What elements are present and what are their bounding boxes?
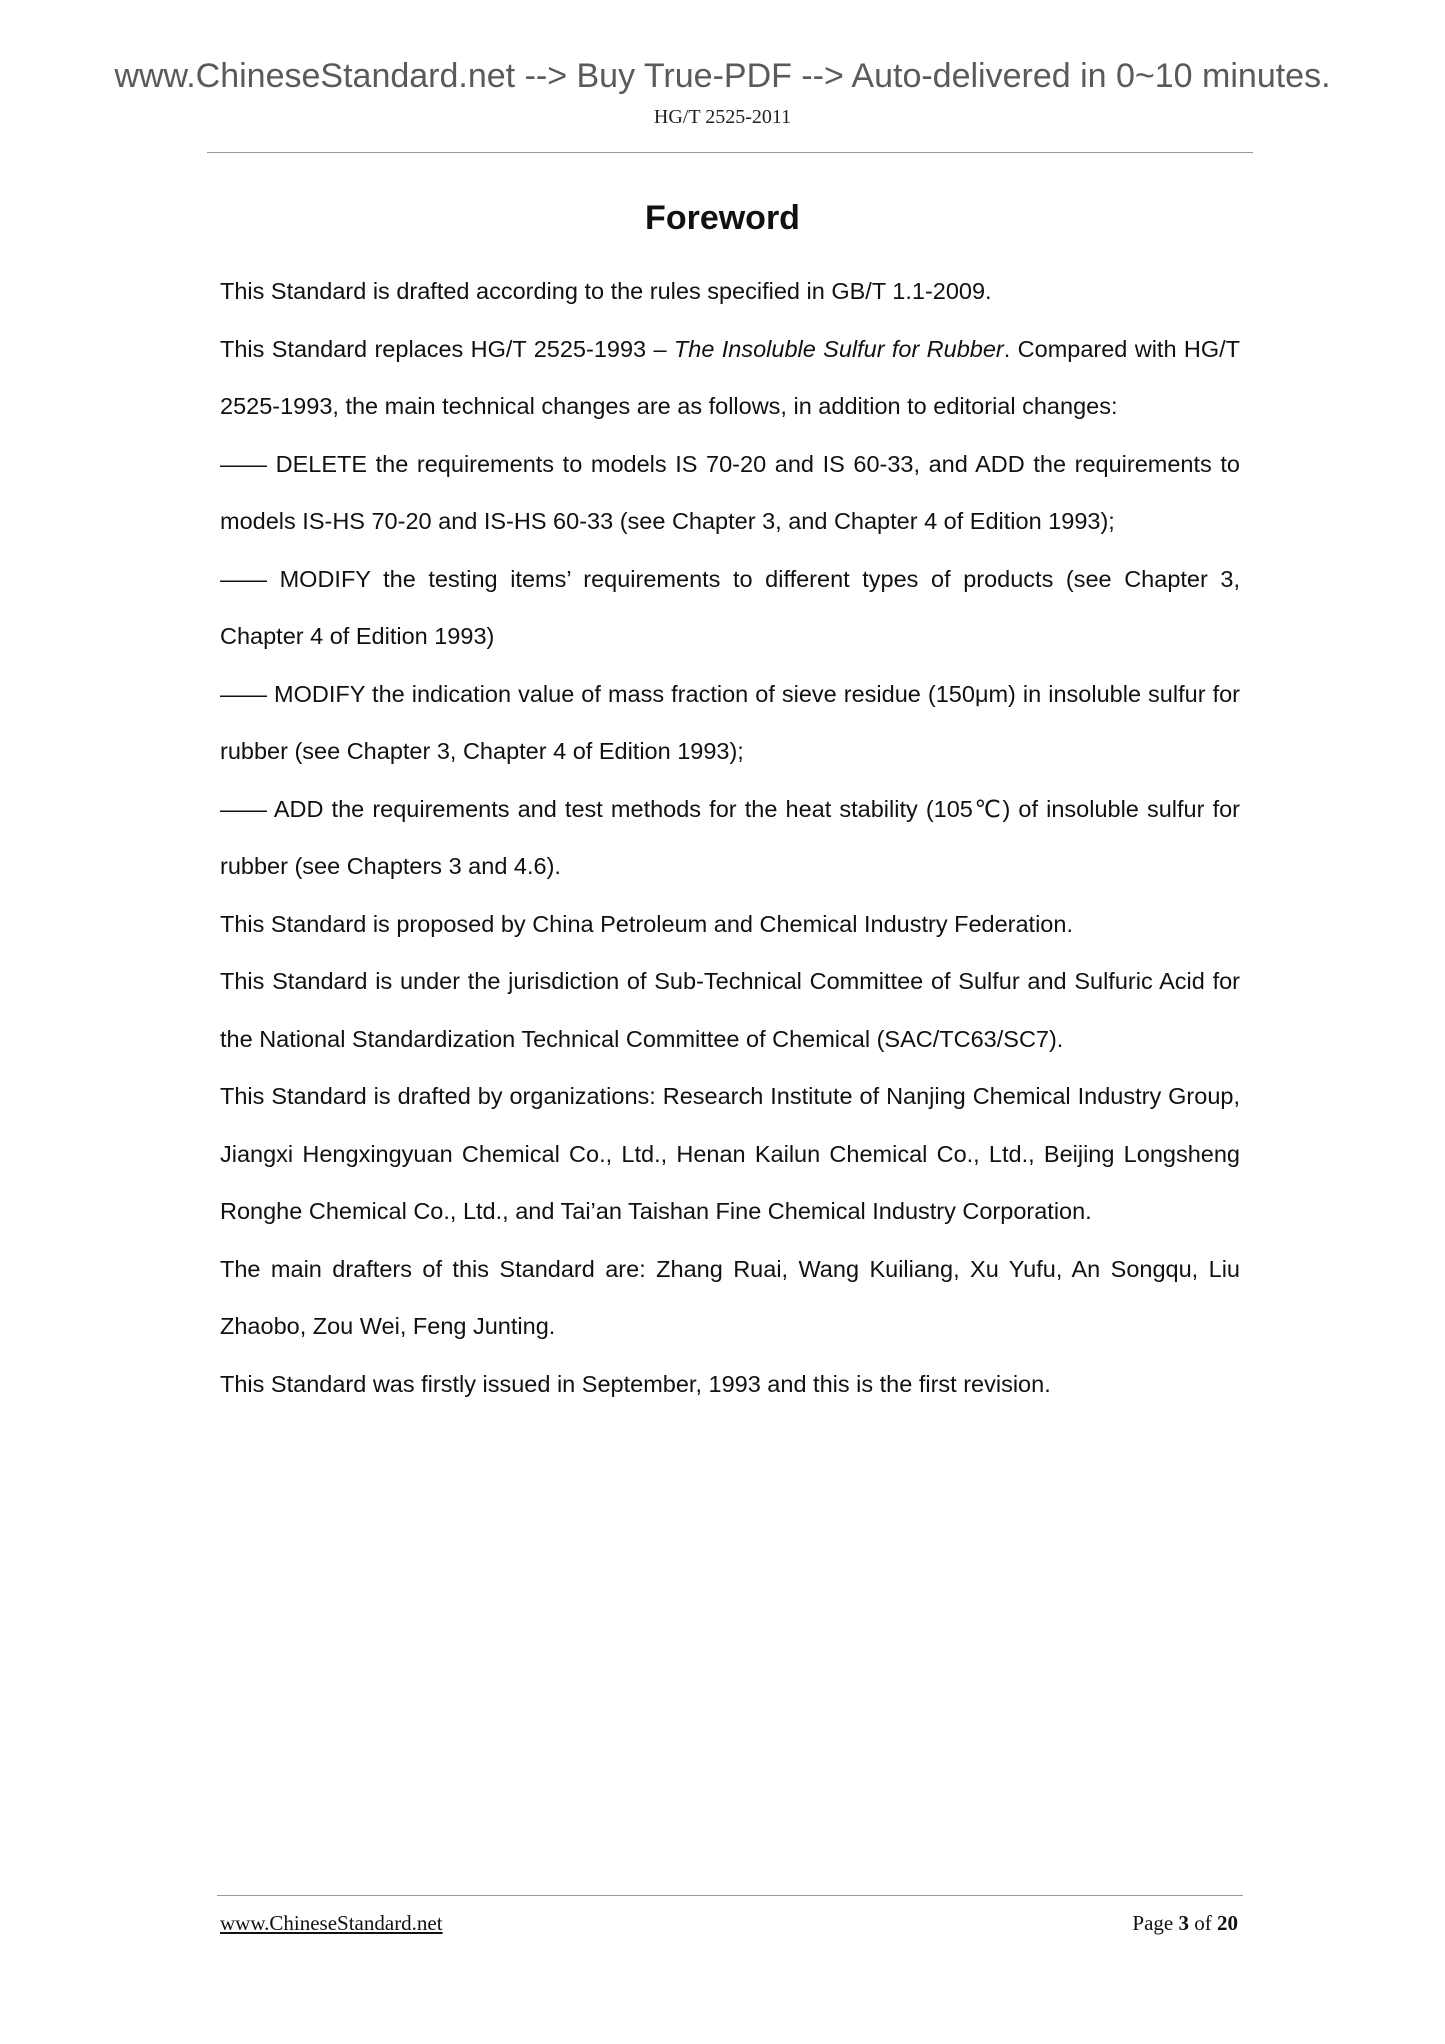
header-divider: [207, 152, 1253, 153]
paragraph-issued: This Standard was firstly issued in September, 1993 and this is the first revision.: [220, 1370, 1051, 1397]
change-item-add-heat: —— ADD the requirements and test methods for the heat stability (105℃) of insoluble sulfur for rubber (see Chapters 3 and 4.6).: [220, 795, 1240, 879]
change-item-delete: —— DELETE the requirements to models IS 70-20 and IS 60-33, and ADD the requirements to models IS-HS 70-20 and IS-HS 60-33 (see Chapter 3, and Chapter 4 of Edition 1993);: [220, 450, 1240, 534]
footer-divider: [217, 1895, 1243, 1896]
change-item-modify-sieve: —— MODIFY the indication value of mass fraction of sieve residue (150μm) in insoluble sulfur for rubber (see Chapter 3, Chapter 4 of Edition 1993);: [220, 680, 1240, 764]
replaced-standard-title: The Insoluble Sulfur for Rubber: [673, 335, 1004, 362]
page-title: Foreword: [645, 199, 800, 237]
page-number: [1132, 1910, 1238, 1936]
paragraph-drafters: The main drafters of this Standard are: Zhang Ruai, Wang Kuiliang, Xu Yufu, An Songqu, Liu Zhaobo, Zou Wei, Feng Junting.: [220, 1255, 1240, 1339]
document-code: HG/T 2525-2011: [653, 106, 792, 128]
foreword-body: [220, 263, 1240, 1413]
page-current: 3: [1178, 1911, 1189, 1935]
page-total: 20: [1217, 1911, 1238, 1935]
paragraph-organizations: This Standard is drafted by organizations: Research Institute of Nanjing Chemical Industry Group, Jiangxi Hengxingyuan Chemical Co., Ltd., Henan Kailun Chemical Co., Ltd., Beijing Longsheng Ronghe Chemical Co., Ltd., and Tai’an Taishan Fine Chemical Industry Corporation.: [220, 1083, 1240, 1224]
change-item-modify-testing: —— MODIFY the testing items’ requirements to different types of products (see Chapter 3, Chapter 4 of Edition 1993): [220, 565, 1240, 649]
replaces-text-start: This Standard replaces HG/T 2525-1993 –: [220, 335, 674, 362]
page-prefix: Page: [1132, 1911, 1179, 1935]
page-of: of: [1189, 1911, 1217, 1935]
paragraph-drafting-rules: This Standard is drafted according to the rules specified in GB/T 1.1-2009.: [220, 278, 992, 304]
paragraph-jurisdiction: This Standard is under the jurisdiction of Sub-Technical Committee of Sulfur and Sulfuric Acid for the National Standardization Technical Committee of Chemical (SAC/TC63/SC7).: [220, 968, 1240, 1052]
top-banner-link[interactable]: www.ChineseStandard.net --> Buy True-PDF --> Auto-delivered in 0~10 minutes.: [114, 57, 1331, 95]
paragraph-replaces: [220, 321, 1240, 436]
footer-site-link[interactable]: www.ChineseStandard.net: [220, 1911, 443, 1935]
replaces-text-end: . Compared with HG/T 2525-1993, the main technical changes are as follows, in addition to editorial changes:: [220, 335, 1241, 419]
paragraph-proposed: This Standard is proposed by China Petroleum and Chemical Industry Federation.: [220, 910, 1073, 937]
